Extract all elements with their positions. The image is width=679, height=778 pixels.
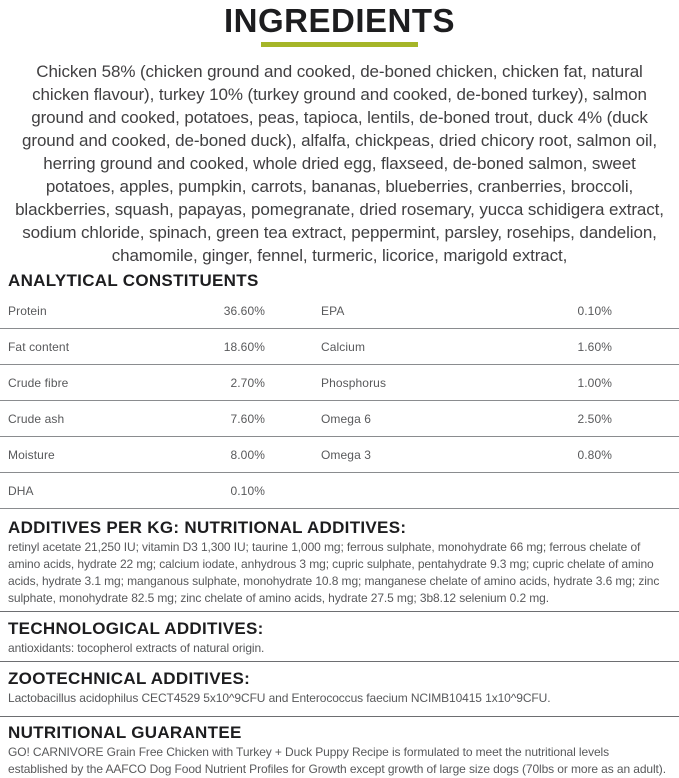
analytical-constituents-heading: ANALYTICAL CONSTITUENTS: [8, 271, 259, 290]
constituent-value: 1.00%: [577, 375, 612, 390]
zootechnical-additives-body: Lactobacillus acidophilus CECT4529 5x10^9CFU and Enterococcus faecium NCIMB10415 1x10^9CFU.: [8, 691, 551, 705]
technological-additives-body: antioxidants: tocopherol extracts of natural origin.: [8, 641, 265, 655]
constituent-label: Fat content: [8, 339, 70, 354]
analytical-constituents-table: [0, 293, 679, 509]
nutritional-additives-heading: ADDITIVES PER KG: NUTRITIONAL ADDITIVES:: [8, 518, 407, 537]
constituent-label: Calcium: [321, 339, 366, 354]
constituent-label: Protein: [8, 303, 47, 318]
constituent-label: EPA: [321, 303, 345, 318]
table-row: [0, 437, 679, 473]
constituent-label: Phosphorus: [321, 375, 387, 390]
constituent-label: DHA: [8, 483, 34, 498]
nutritional-guarantee-heading: NUTRITIONAL GUARANTEE: [8, 723, 242, 742]
technological-additives-section: [0, 620, 679, 657]
constituent-label: Moisture: [8, 447, 55, 462]
constituent-value: 36.60%: [223, 303, 265, 318]
nutritional-guarantee-body: GO! CARNIVORE Grain Free Chicken with Turkey + Duck Puppy Recipe is formulated to meet the nutritional levels established by the AAFCO Dog Food Nutrient Profiles for Growth except growth of large size dogs (70lbs or more as an adult).: [8, 745, 666, 776]
section-divider: [0, 661, 679, 662]
page-title: INGREDIENTS: [223, 2, 456, 39]
zootechnical-additives-section: [0, 670, 679, 707]
nutritional-additives-section: [0, 519, 679, 607]
constituent-value: 0.10%: [230, 483, 265, 498]
zootechnical-additives-heading: ZOOTECHNICAL ADDITIVES:: [8, 669, 251, 688]
title-underline-bar: [261, 42, 418, 47]
constituent-value: 0.80%: [577, 447, 612, 462]
constituent-label: Crude fibre: [8, 375, 69, 390]
table-row: [0, 293, 679, 329]
ingredients-paragraph: Chicken 58% (chicken ground and cooked, de-boned chicken, chicken fat, natural chicken flavour), turkey 10% (turkey ground and cooked, de-boned turkey), salmon ground and cooked, potatoes, peas, tapioca, lentils, de-boned trout, duck 4% (duck ground and cooked, de-boned duck), alfalfa, chickpeas, dried chicory root, salmon oil, herring ground and cooked, whole dried egg, flaxseed, de-boned salmon, sweet potatoes, apples, pumpkin, carrots, bananas, blueberries, cranberries, broccoli, blackberries, squash, papayas, pomegranate, dried rosemary, yucca schidigera extract, sodium chloride, spinach, green tea extract, peppermint, parsley, rosehips, dandelion, chamomile, ginger, fennel, turmeric, licorice, marigold extract,: [15, 62, 664, 265]
constituent-value: 2.50%: [577, 411, 612, 426]
constituent-label: Omega 3: [321, 447, 372, 462]
section-divider: [0, 716, 679, 717]
constituent-label: Crude ash: [8, 411, 65, 426]
constituent-value: 18.60%: [223, 339, 265, 354]
nutritional-additives-body: retinyl acetate 21,250 IU; vitamin D3 1,300 IU; taurine 1,000 mg; ferrous sulphate, monohydrate 66 mg; ferrous chelate of amino acids, hydrate 22 mg; calcium iodate, anhydrous 3 mg; cupric sulphate, pentahydrate 9.3 mg; cupric chelate of amino acids, hydrate 3.1 mg; manganous sulphate, monohydrate 10.8 mg; manganese chelate of amino acids, hydrate 3.6 mg; zinc sulphate, monohydrate 82.5 mg; zinc chelate of amino acids, hydrate 27.5 mg; 3b8.12 selenium 0.2 mg.: [8, 540, 660, 605]
table-row: [0, 401, 679, 437]
table-row: [0, 329, 679, 365]
technological-additives-heading: TECHNOLOGICAL ADDITIVES:: [8, 619, 264, 638]
constituent-value: 8.00%: [230, 447, 265, 462]
nutritional-guarantee-section: [0, 724, 679, 778]
constituent-value: 2.70%: [230, 375, 265, 390]
section-divider: [0, 611, 679, 612]
constituent-value: 1.60%: [577, 339, 612, 354]
constituent-value: 0.10%: [577, 303, 612, 318]
constituent-label: Omega 6: [321, 411, 372, 426]
table-row: [0, 473, 679, 509]
constituent-value: 7.60%: [230, 411, 265, 426]
table-row: [0, 365, 679, 401]
